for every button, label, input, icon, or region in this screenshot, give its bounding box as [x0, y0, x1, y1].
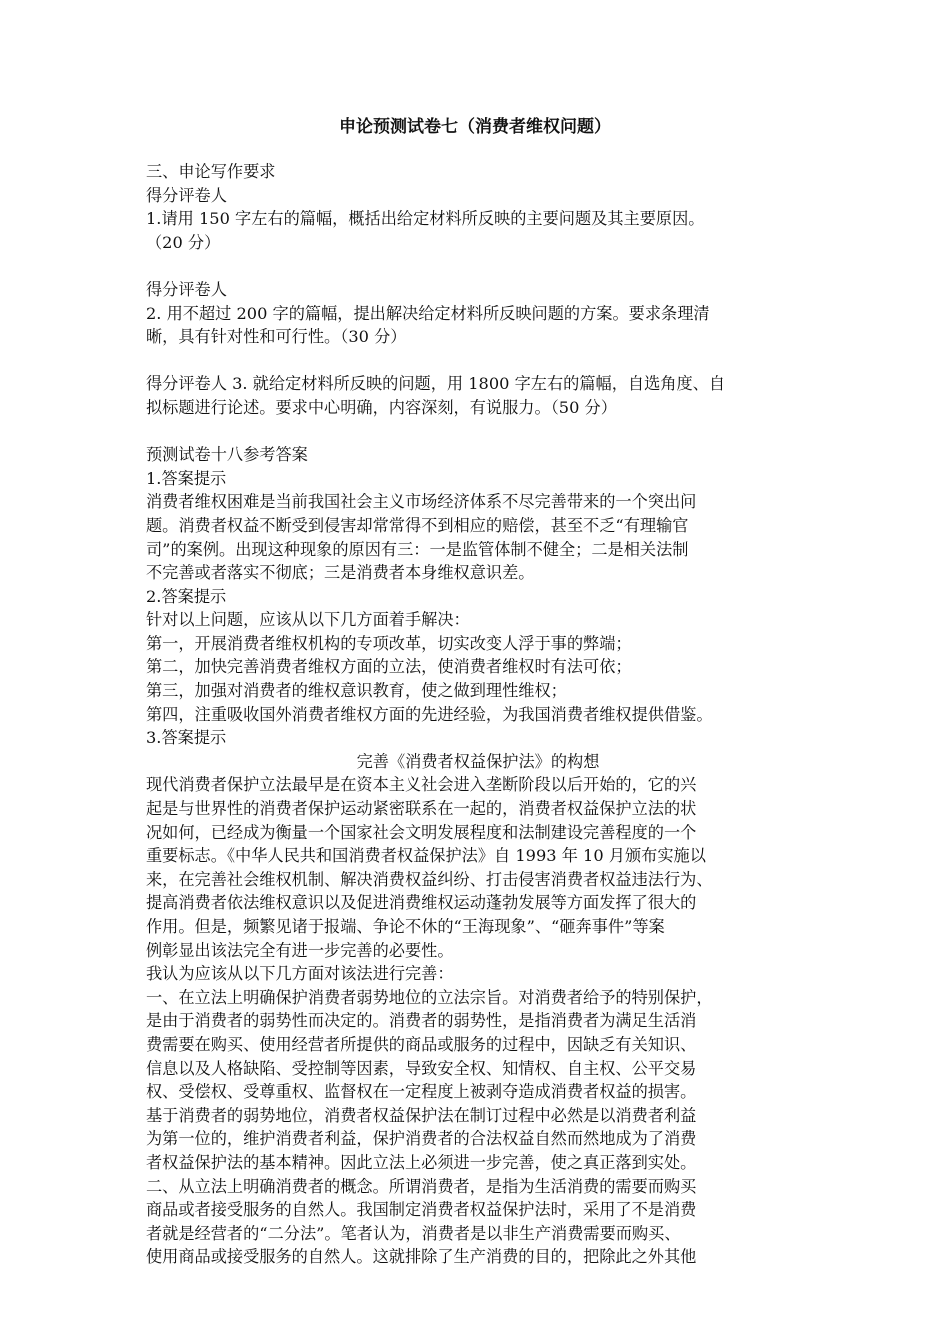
document-body — [146, 160, 810, 1269]
essay-line: 商品或者接受服务的自然人。我国制定消费者权益保护法时，采用了不是消费 — [146, 1200, 697, 1220]
essay-line: 起是与世界性的消费者保护运动紧密联系在一起的，消费者权益保护立法的状 — [146, 799, 697, 819]
answer-1-line: 消费者维权困难是当前我国社会主义市场经济体系不尽完善带来的一个突出问 — [146, 492, 697, 512]
question-3-line: 拟标题进行论述。要求中心明确，内容深刻，有说服力。（50 分） — [146, 397, 617, 417]
essay-line: 我认为应该从以下几方面对该法进行完善： — [146, 964, 454, 984]
essay-line: 权、受偿权、受尊重权、监督权在一定程度上被剥夺造成消费者权益的损害。 — [146, 1082, 697, 1102]
answer-1-label: 1.答案提示 — [146, 468, 227, 488]
blank-line — [146, 420, 810, 444]
answer-2-label: 2.答案提示 — [146, 586, 227, 606]
blank-line — [146, 349, 810, 373]
essay-line: 使用商品或接受服务的自然人。这就排除了生产消费的目的，把除此之外其他 — [146, 1247, 697, 1267]
answer-2-line: 第三，加强对消费者的维权意识教育，使之做到理性维权； — [146, 681, 567, 701]
answer-3-label: 3.答案提示 — [146, 728, 227, 748]
essay-line: 来，在完善社会维权机制、解决消费权益纠纷、打击侵害消费者权益违法行为、 — [146, 869, 713, 889]
answer-1-line: 司”的案例。出现这种现象的原因有三：一是监管体制不健全；二是相关法制 — [146, 539, 689, 559]
essay-line: 一、在立法上明确保护消费者弱势地位的立法宗旨。对消费者给予的特别保护， — [146, 987, 713, 1007]
essay-title: 完善《消费者权益保护法》的构想 — [356, 751, 600, 771]
essay-line: 重要标志。《中华人民共和国消费者权益保护法》自 1993 年 10 月颁布实施以 — [146, 846, 706, 866]
essay-line: 信息以及人格缺陷、受控制等因素，导致安全权、知情权、自主权、公平交易 — [146, 1058, 697, 1078]
answers-heading: 预测试卷十八参考答案 — [146, 445, 308, 465]
question-2-line: 晰，具有针对性和可行性。（30 分） — [146, 327, 407, 347]
question-1-line: 1.请用 150 字左右的篇幅，概括出给定材料所反映的主要问题及其主要原因。 — [146, 209, 705, 229]
essay-line: 者权益保护法的基本精神。因此立法上必须进一步完善，使之真正落到实处。 — [146, 1152, 697, 1172]
essay-line: 现代消费者保护立法最早是在资本主义社会进入垄断阶段以后开始的，它的兴 — [146, 775, 697, 795]
answer-2-line: 针对以上问题，应该从以下几方面着手解决： — [146, 610, 470, 630]
question-1-line: （20 分） — [146, 232, 221, 252]
answer-2-line: 第一，开展消费者维权机构的专项改革，切实改变人浮于事的弊端； — [146, 633, 632, 653]
answer-1-line: 不完善或者落实不彻底；三是消费者本身维权意识差。 — [146, 563, 535, 583]
section-heading: 三、申论写作要求 — [146, 162, 276, 181]
answer-1-line: 题。消费者权益不断受到侵害却常常得不到相应的赔偿，甚至不乏“有理输官 — [146, 515, 689, 535]
scorer-label: 得分评卷人 — [146, 279, 227, 299]
scorer-label: 得分评卷人 — [146, 185, 227, 205]
essay-line: 为第一位的，维护消费者利益，保护消费者的合法权益自然而然地成为了消费 — [146, 1129, 697, 1149]
document-title: 申论预测试卷七（消费者维权问题） — [339, 117, 611, 137]
essay-line: 者就是经营者的“二分法”。笔者认为，消费者是以非生产消费需要而购买、 — [146, 1223, 681, 1243]
answer-2-line: 第四，注重吸收国外消费者维权方面的先进经验，为我国消费者维权提供借鉴。 — [146, 704, 713, 724]
question-3-line: 得分评卷人 3. 就给定材料所反映的问题，用 1800 字左右的篇幅，自选角度、自 — [146, 374, 726, 394]
essay-line: 费需要在购买、使用经营者所提供的商品或服务的过程中，因缺乏有关知识、 — [146, 1034, 697, 1054]
blank-line — [146, 254, 810, 278]
essay-line: 基于消费者的弱势地位，消费者权益保护法在制订过程中必然是以消费者利益 — [146, 1105, 697, 1125]
essay-line: 是由于消费者的弱势性而决定的。消费者的弱势性，是指消费者为满足生活消 — [146, 1011, 697, 1031]
essay-line: 提高消费者依法维权意识以及促进消费维权运动蓬勃发展等方面发挥了很大的 — [146, 893, 697, 913]
question-2-line: 2. 用不超过 200 字的篇幅，提出解决给定材料所反映问题的方案。要求条理清 — [146, 303, 710, 323]
essay-line: 况如何，已经成为衡量一个国家社会文明发展程度和法制建设完善程度的一个 — [146, 822, 697, 842]
answer-2-line: 第二，加快完善消费者维权方面的立法，使消费者维权时有法可依； — [146, 657, 632, 677]
essay-line: 二、从立法上明确消费者的概念。所谓消费者，是指为生活消费的需要而购买 — [146, 1176, 697, 1196]
essay-line: 例彰显出该法完全有进一步完善的必要性。 — [146, 940, 454, 960]
essay-line: 作用。但是，频繁见诸于报端、争论不休的“王海现象”、“砸奔事件”等案 — [146, 917, 665, 936]
